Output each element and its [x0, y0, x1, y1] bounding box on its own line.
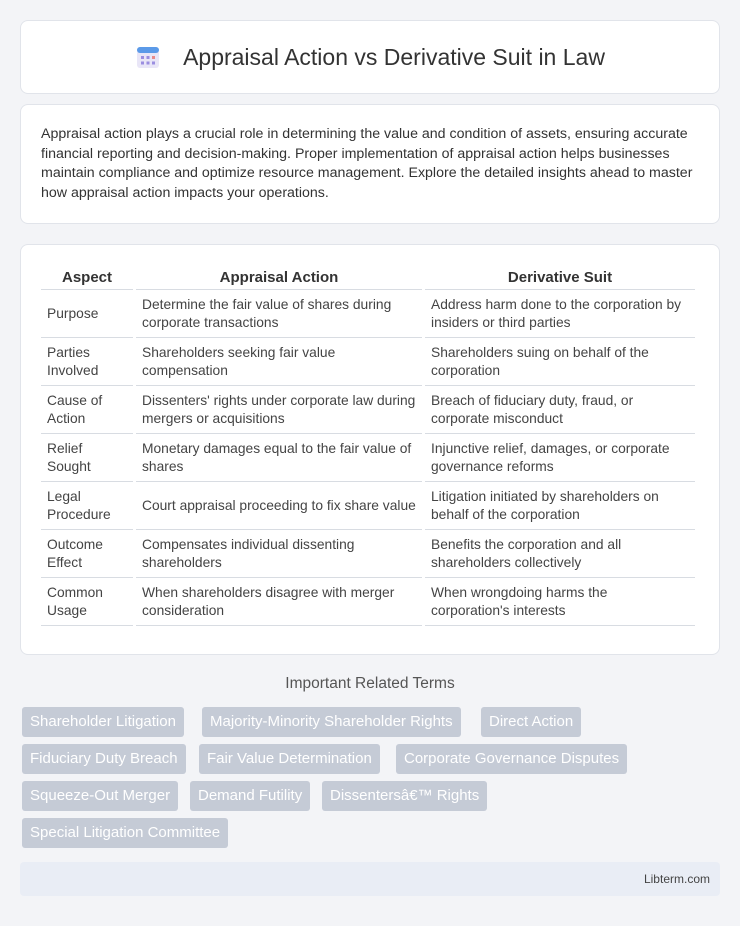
related-term-tag[interactable]: Shareholder Litigation — [22, 707, 184, 737]
footer: Libterm.com — [20, 862, 720, 896]
table-row — [41, 482, 695, 530]
calendar-icon — [135, 44, 161, 70]
row-appraisal-action: Dissenters' rights under corporate law during mergers or acquisitions — [136, 386, 422, 434]
related-term-tag[interactable]: Fair Value Determination — [199, 744, 380, 774]
table-row — [41, 290, 695, 338]
row-appraisal-action: Determine the fair value of shares during corporate transactions — [136, 290, 422, 338]
related-term-tag[interactable]: Majority-Minority Shareholder Rights — [202, 707, 461, 737]
header-card — [20, 20, 720, 94]
row-aspect: Parties Involved — [41, 338, 133, 386]
table-header-row — [41, 265, 695, 290]
row-derivative-suit: Breach of fiduciary duty, fraud, or corporate misconduct — [425, 386, 695, 434]
row-appraisal-action: Court appraisal proceeding to fix share value — [136, 482, 422, 530]
row-appraisal-action: When shareholders disagree with merger consideration — [136, 578, 422, 626]
intro-card — [20, 104, 720, 224]
header-appraisal-action: Appraisal Action — [136, 265, 422, 290]
row-appraisal-action: Monetary damages equal to the fair value of shares — [136, 434, 422, 482]
row-aspect: Purpose — [41, 290, 133, 338]
related-terms-title: Important Related Terms — [285, 675, 455, 692]
related-term-tag[interactable]: Demand Futility — [190, 781, 310, 811]
related-term-tag[interactable]: Fiduciary Duty Breach — [22, 744, 186, 774]
related-term-tag[interactable]: Special Litigation Committee — [22, 818, 228, 848]
comparison-card — [20, 244, 720, 655]
table-row — [41, 578, 695, 626]
row-appraisal-action: Shareholders seeking fair value compensation — [136, 338, 422, 386]
page-title: Appraisal Action vs Derivative Suit in Law — [183, 43, 605, 70]
row-aspect: Relief Sought — [41, 434, 133, 482]
row-aspect: Legal Procedure — [41, 482, 133, 530]
header-derivative-suit: Derivative Suit — [425, 265, 695, 290]
table-row — [41, 530, 695, 578]
row-derivative-suit: Litigation initiated by shareholders on behalf of the corporation — [425, 482, 695, 530]
comparison-table — [38, 265, 698, 626]
table-row — [41, 386, 695, 434]
header-aspect: Aspect — [41, 265, 133, 290]
table-row — [41, 338, 695, 386]
related-term-tag[interactable]: Dissentersâ€™ Rights — [322, 781, 487, 811]
related-term-tag[interactable]: Corporate Governance Disputes — [396, 744, 627, 774]
table-row — [41, 434, 695, 482]
row-derivative-suit: When wrongdoing harms the corporation's interests — [425, 578, 695, 626]
intro-text: Appraisal action plays a crucial role in determining the value and condition of assets, ensuring accurate financial reporting and decision-making. Proper implementation of appraisal action helps businesses maintain compliance and optimize resource management. Explore the detailed insights ahead to master how appraisal action impacts your operations. — [41, 126, 693, 201]
row-aspect: Common Usage — [41, 578, 133, 626]
row-derivative-suit: Injunctive relief, damages, or corporate governance reforms — [425, 434, 695, 482]
related-term-tag[interactable]: Direct Action — [481, 707, 581, 737]
row-appraisal-action: Compensates individual dissenting shareholders — [136, 530, 422, 578]
row-derivative-suit: Shareholders suing on behalf of the corporation — [425, 338, 695, 386]
row-aspect: Cause of Action — [41, 386, 133, 434]
row-aspect: Outcome Effect — [41, 530, 133, 578]
related-term-tag[interactable]: Squeeze-Out Merger — [22, 781, 178, 811]
row-derivative-suit: Address harm done to the corporation by insiders or third parties — [425, 290, 695, 338]
row-derivative-suit: Benefits the corporation and all shareholders collectively — [425, 530, 695, 578]
